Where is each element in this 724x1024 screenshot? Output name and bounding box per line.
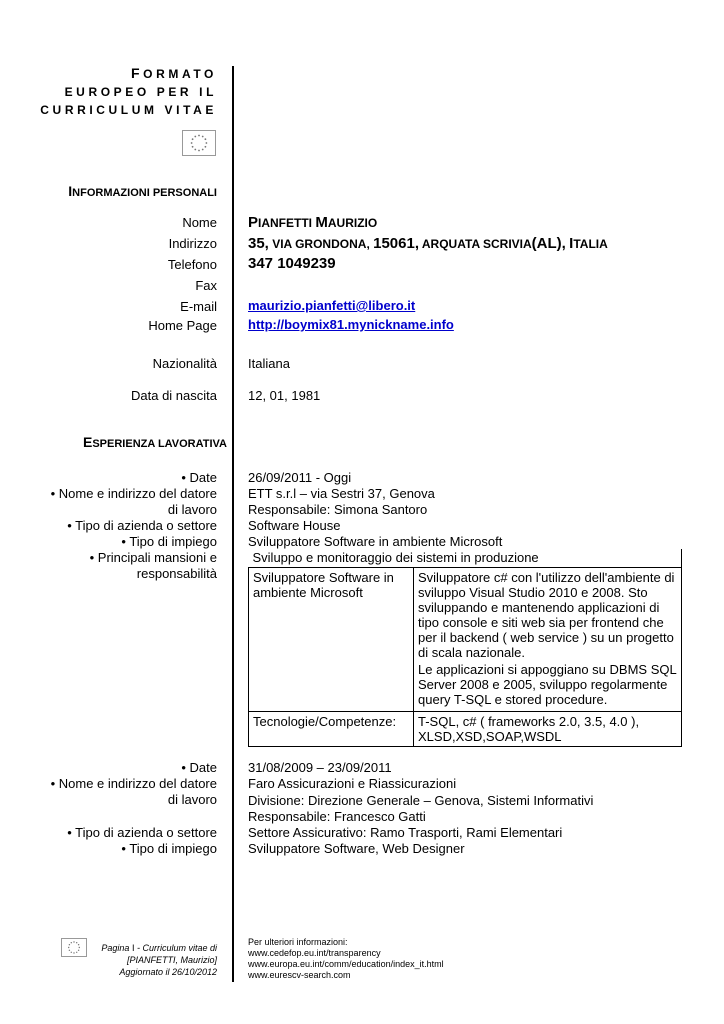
birth-value: 12, 01, 1981 [248,388,321,403]
job1-type-value: Sviluppatore Software in ambiente Microsoft [248,534,503,549]
footer-info-label: Per ulteriori informazioni: [248,937,348,947]
job2-employer-label: • Nome e indirizzo del datore di lavoro [50,776,217,807]
footer-link-eurescv[interactable]: www.eurescv-search.com [248,970,351,980]
footer-more-info [248,937,444,981]
job1-sector-value: Software House [248,518,341,533]
title-line-1: ORMATO [143,67,217,81]
table-row [249,568,682,712]
table-row [249,712,682,747]
job2-sector-value: Settore Assicurativo: Ramo Trasporti, Rami Elementari [248,825,563,840]
name-value: PIANFETTI MAURIZIO [248,214,378,231]
column-divider [232,66,234,982]
nationality-label: Nazionalità [152,356,217,371]
footer-eu-flag-icon [61,938,87,957]
section-personal-info: INFORMAZIONI PERSONALI [68,183,217,199]
address-value: 35, VIA GRONDONA, 15061, ARQUATA SCRIVIA(AL), ITALIA [248,235,608,252]
fax-label: Fax [195,278,217,293]
homepage-label: Home Page [148,318,217,333]
table-cell-description: Sviluppatore c# con l'utilizzo dell'ambiente di sviluppo Visual Studio 2010 e 2008. Sto sviluppando e mantenendo applicazioni di tipo console e siti web sia per frontend che per il backend ( web service ) su un progetto di scala nazionale. Le applicazioni si appoggiano su DBMS SQL Server 2008 e 2005, sviluppo regolarmente query T-SQL e stored procedure. [414,568,682,712]
section-work-experience: ESPERIENZA LAVORATIVA [83,434,227,450]
footer-link-europa[interactable]: www.europa.eu.int/comm/education/index_it.html [248,959,444,969]
job1-type-label: • Tipo di impiego [121,534,217,549]
job2-date-label: • Date [181,760,217,775]
job1-date-value: 26/09/2011 - Oggi [248,470,352,485]
job1-duties-label: • Principali mansioni e responsabilità [89,550,217,581]
job2-sector-label: • Tipo di azienda o settore [67,825,217,840]
phone-label: Telefono [167,257,217,272]
job1-sector-label: • Tipo di azienda o settore [67,518,217,533]
job1-employer-label: • Nome e indirizzo del datore di lavoro [50,486,217,517]
job1-employer-value: ETT s.r.l – via Sestri 37, Genova [248,486,435,501]
address-label: Indirizzo [168,236,217,251]
job2-type-value: Sviluppatore Software, Web Designer [248,841,465,856]
homepage-link[interactable]: http://boymix81.mynickname.info [248,317,454,332]
table-cell-skills-label: Tecnologie/Competenze: [249,712,414,747]
name-label: Nome [182,215,217,230]
footer-link-cedefop[interactable]: www.cedefop.eu.int/transparency [248,948,381,958]
nationality-value: Italiana [248,356,290,371]
job1-manager-value: Responsabile: Simona Santoro [248,502,428,517]
email-label: E-mail [180,299,217,314]
title-initial: F [131,65,144,81]
phone-value: 347 1049239 [248,255,336,272]
title-line-3: CURRICULUM VITAE [40,103,217,117]
table-cell-role: Sviluppatore Software in ambiente Microsoft [249,568,414,712]
birth-label: Data di nascita [131,388,217,403]
job2-type-label: • Tipo di impiego [121,841,217,856]
document-title [40,64,217,119]
title-line-2: EUROPEO PER IL [64,85,217,99]
table-header: Sviluppo e monitoraggio dei sistemi in produzione [249,549,682,568]
job1-date-label: • Date [181,470,217,485]
job2-manager-value: Responsabile: Francesco Gatti [248,809,426,824]
eu-stars-flag-icon [182,130,216,156]
job2-employer-value: Faro Assicurazioni e Riassicurazioni [248,776,457,791]
job2-date-value: 31/08/2009 – 23/09/2011 [248,760,392,775]
job2-division-value: Divisione: Direzione Generale – Genova, Sistemi Informativi [248,793,594,808]
table-cell-skills: T-SQL, c# ( frameworks 2.0, 3.5, 4.0 ), XLSD,XSD,SOAP,WSDL [414,712,682,747]
footer-page-info: Pagina I - Curriculum vitae di [PIANFETTI, Maurizio] Aggiornato il 26/10/2012 [101,943,217,977]
email-link[interactable]: maurizio.pianfetti@libero.it [248,298,416,313]
job1-responsibilities-table [248,549,682,747]
